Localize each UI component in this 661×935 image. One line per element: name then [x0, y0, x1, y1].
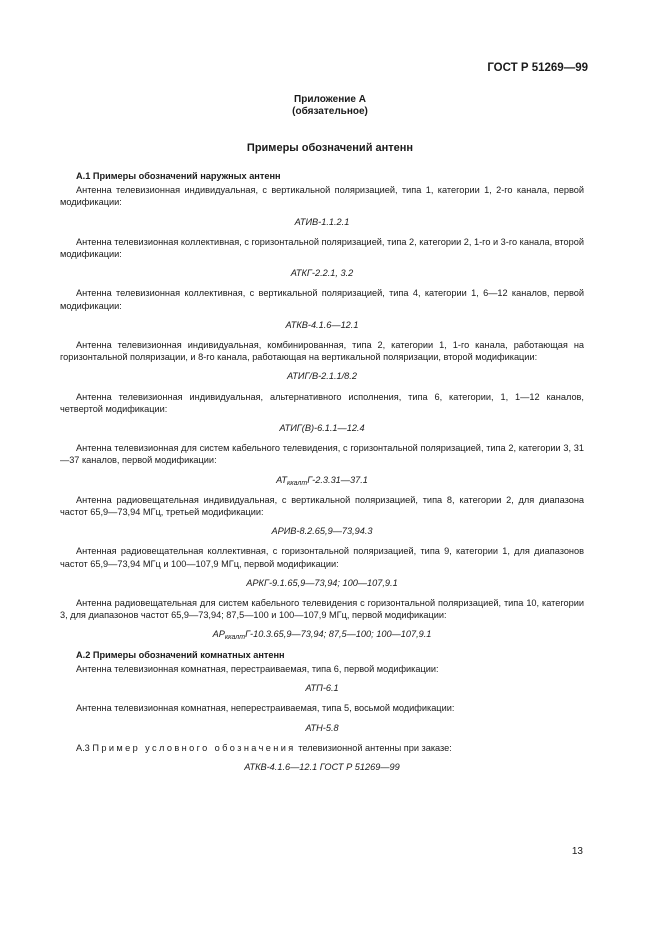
- document-body: [60, 170, 584, 781]
- example-text: Антенна телевизионная индивидуальная, альтернативного исполнения, типа 6, категории, 1, 1—12 каналов, четвертой модификации:: [60, 391, 584, 414]
- page-number: 13: [571, 846, 583, 857]
- example-text: Антенна радиовещательная для систем кабельного телевидения с горизонтальной поляризацией, типа 10, категории 3, для диапазонов частот 65,9—73,94; 87,5—100 и 100—107,9 МГц, первой модификации:: [60, 598, 584, 621]
- appendix-status: (обязательное): [292, 106, 368, 117]
- example-text: Антенная радиовещательная коллективная, с горизонтальной поляризацией, типа 9, категории 1, для диапазонов частот 65,9—73,94 МГц и 100—107,9 МГц, первой модификации:: [60, 546, 584, 569]
- code-suffix: Г-10.3.65,9—73,94; 87,5—100; 100—107,9.1: [245, 629, 432, 640]
- code-prefix: АТ: [276, 474, 287, 485]
- section-heading-a2: А.2 Примеры обозначений комнатных антенн: [76, 649, 285, 660]
- order-designation-code: АТКВ-4.1.6—12.1 ГОСТ Р 51269—99: [244, 761, 400, 772]
- section-number-a3: А.3: [76, 742, 90, 753]
- designation-code: АТИГ(В)-6.1.1—12.4: [279, 423, 365, 434]
- designation-code: АТН-5.8: [305, 722, 339, 733]
- designation-code: [60, 474, 584, 486]
- designation-code: АТИВ-1.1.2.1: [294, 216, 350, 227]
- example-text: Антенна телевизионная коллективная, с горизонтальной поляризацией, типа 2, категории 2, 1-го и 3-го канала, второй модификации:: [60, 236, 584, 260]
- spaced-term: Пример условного обозначения: [92, 742, 296, 753]
- code-subscript: ккалт: [224, 634, 246, 642]
- appendix-heading: [60, 94, 600, 118]
- example-text: Антенна телевизионная индивидуальная, с вертикальной поляризацией, типа 1, категории 1, 2-го канала, первой модификации:: [60, 185, 584, 208]
- code-subscript: ккалт: [286, 479, 308, 487]
- order-example-rest: телевизионной антенны при заказе:: [298, 742, 452, 753]
- example-text: Антенна телевизионная коллективная, с вертикальной поляризацией, типа 4, категории 1, 6—12 каналов, первой модификации:: [60, 288, 584, 311]
- appendix-title: Приложение А: [294, 94, 366, 105]
- designation-code: АТКГ-2.2.1, 3.2: [290, 268, 354, 279]
- main-title: Примеры обозначений антенн: [246, 142, 414, 154]
- example-text: Антенна телевизионная индивидуальная, комбинированная, типа 2, категории 1, 1-го канала, работающая на горизонтальной поляризации, и 8-го канала, работающая на вертикальной поляризации, второй модификации:: [60, 340, 584, 363]
- standard-number: ГОСТ Р 51269—99: [487, 62, 588, 74]
- designation-code: АТКВ-4.1.6—12.1: [285, 319, 359, 330]
- designation-code: АРКГ-9.1.65,9—73,94; 100—107,9.1: [246, 577, 398, 588]
- example-text: Антенна радиовещательная индивидуальная, с вертикальной поляризацией, типа 8, категории 2, для диапазона частот 65,9—73,94 МГц, третьей модификации:: [60, 494, 584, 518]
- designation-code: АРИВ-8.2.65,9—73,94.3: [271, 526, 373, 537]
- code-prefix: АР: [212, 629, 225, 640]
- example-text: Антенна телевизионная для систем кабельного телевидения, с горизонтальной поляризацией, типа 2, категории 3, 31—37 каналов, первой модификации:: [60, 443, 584, 466]
- code-suffix: Г-2.3.31—37.1: [307, 474, 368, 485]
- section-heading-a1: А.1 Примеры обозначений наружных антенн: [76, 171, 281, 181]
- designation-code: АТП-6.1: [305, 683, 339, 694]
- order-example-text: [60, 742, 584, 754]
- designation-code: [60, 628, 584, 640]
- example-text: Антенна телевизионная комнатная, неперестраиваемая, типа 5, восьмой модификации:: [76, 703, 455, 714]
- example-text: Антенна телевизионная комнатная, перестраиваемая, типа 6, первой модификации:: [76, 663, 439, 674]
- designation-code: АТИГ/В-2.1.1/8.2: [287, 371, 357, 382]
